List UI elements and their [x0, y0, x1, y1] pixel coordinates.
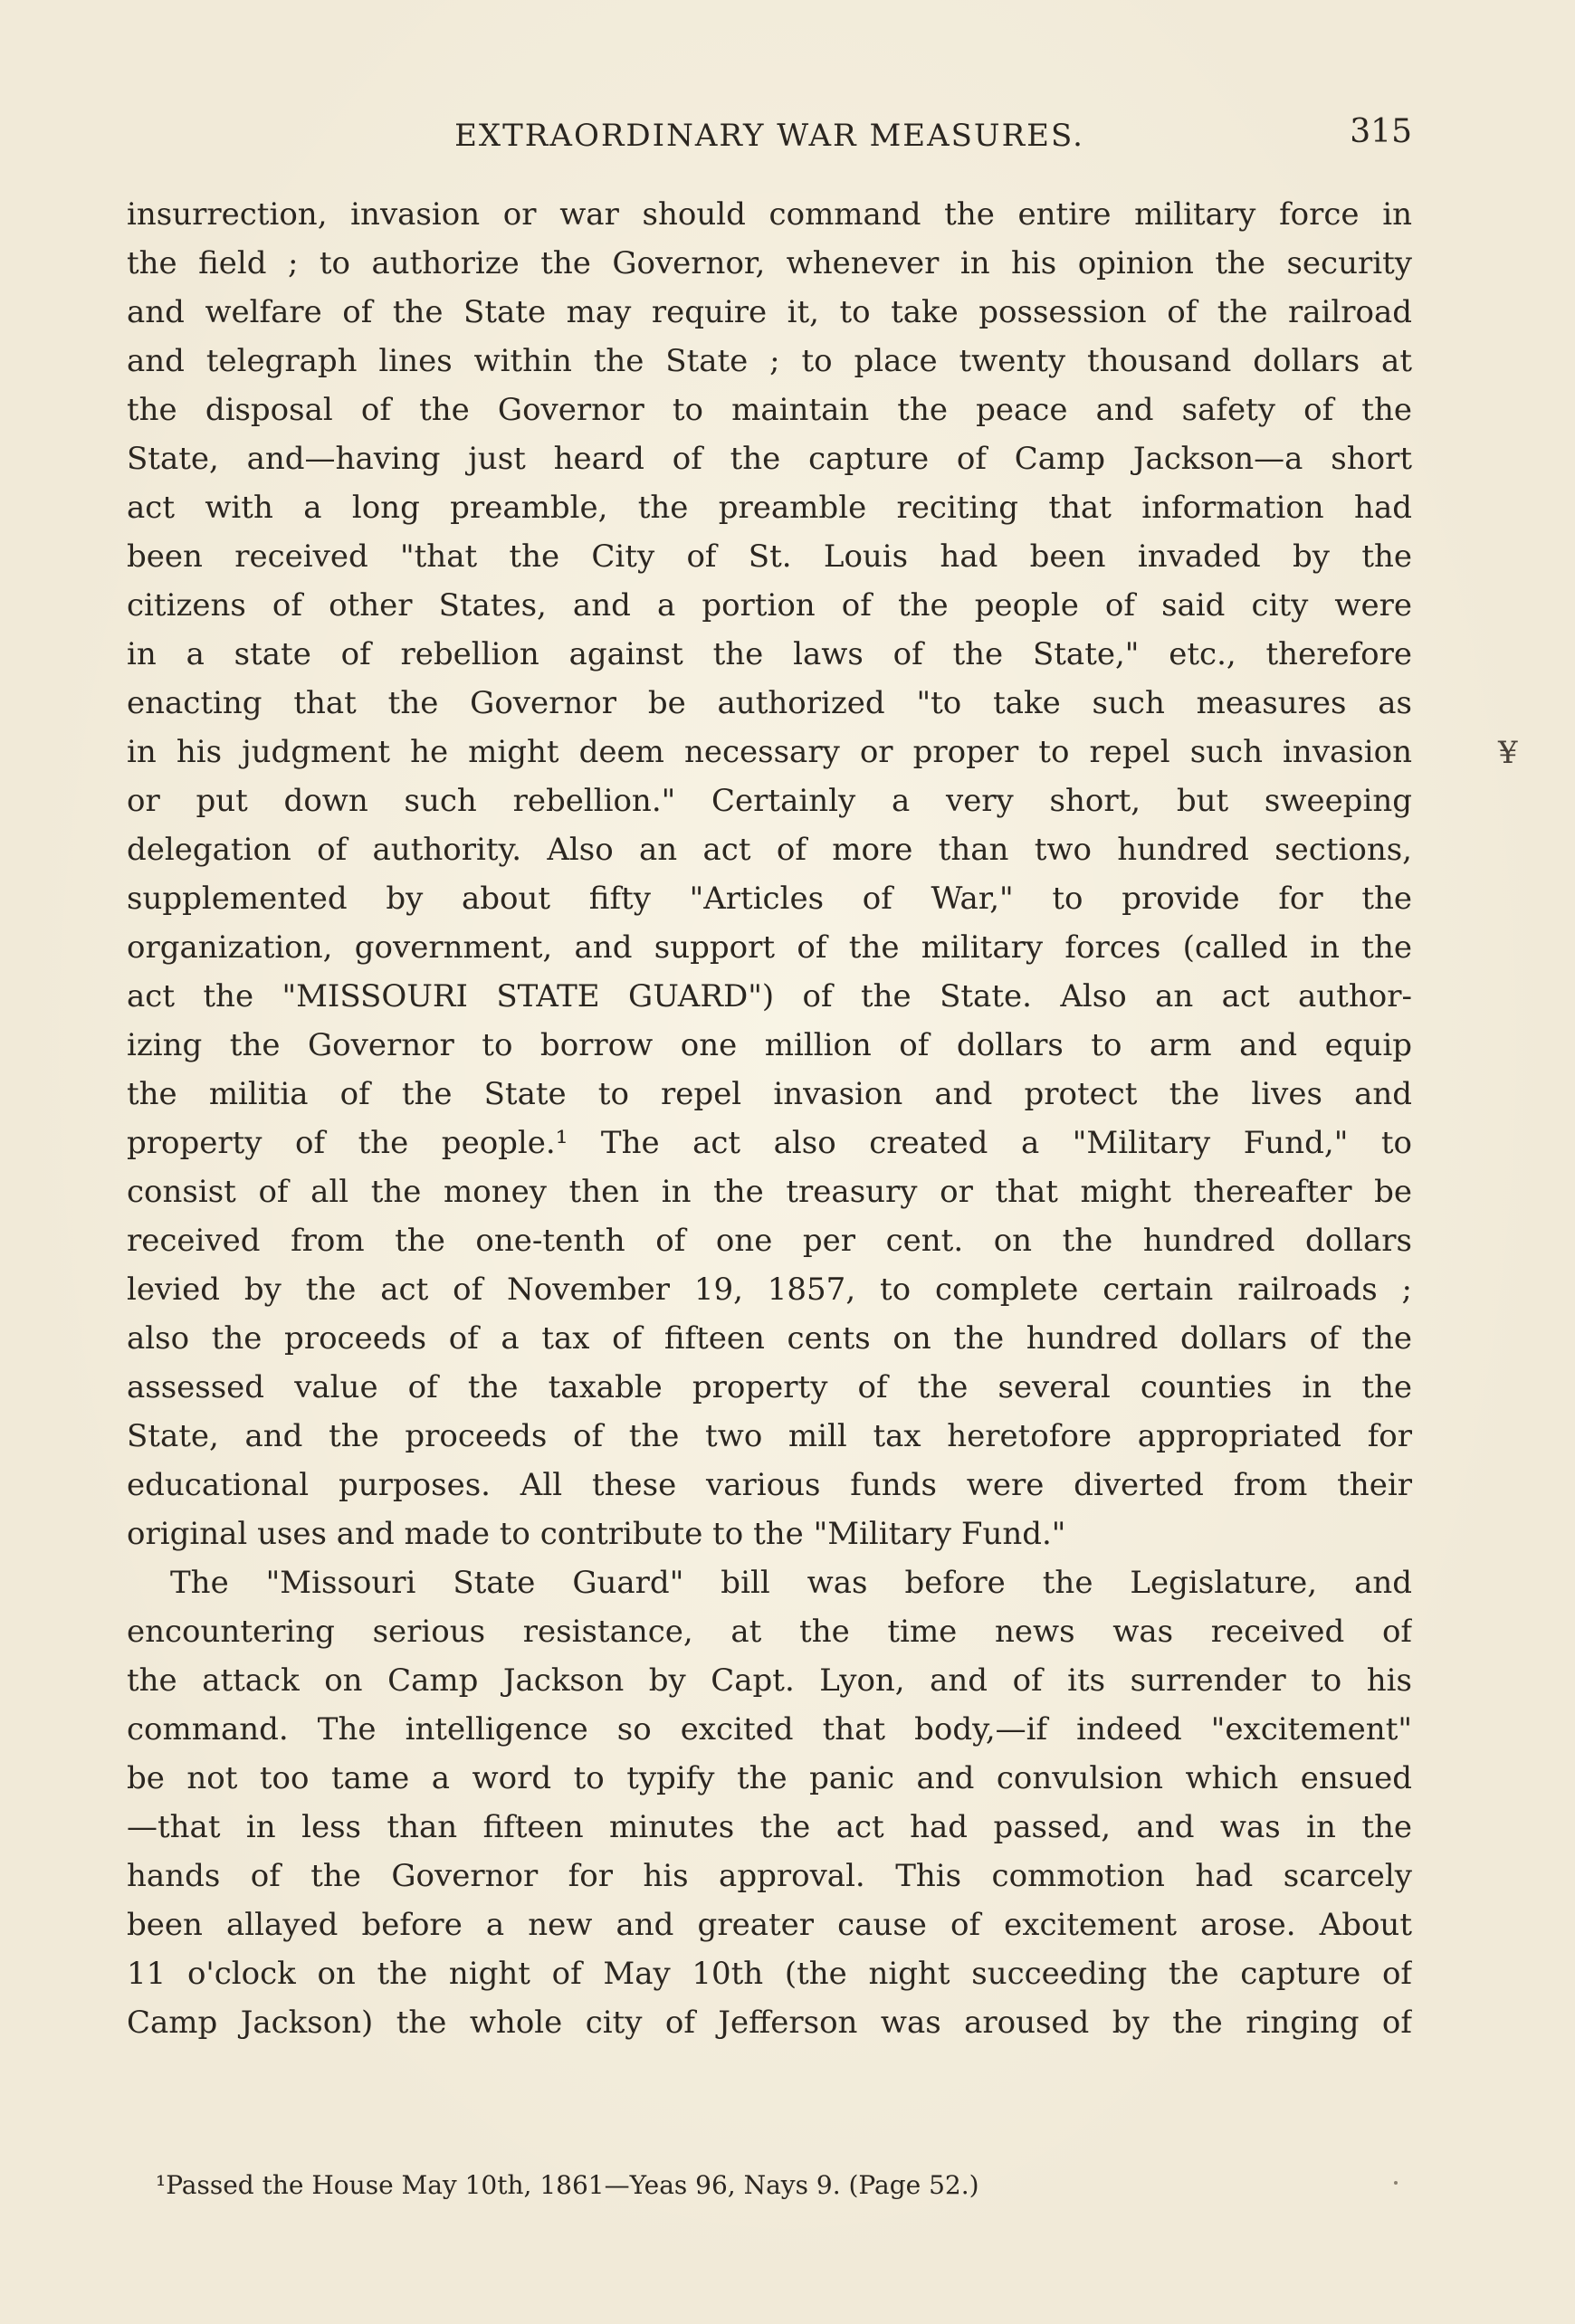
paragraph-start-line: The "Missouri State Guard" bill was before the Legislature, and: [170, 1565, 1412, 1601]
text-line: organization, government, and support of the military forces (called in the: [127, 929, 1412, 966]
text-line: and welfare of the State may require it, to take possession of the railroad: [127, 294, 1412, 330]
text-line: been received "that the City of St. Louis had been invaded by the: [127, 538, 1412, 575]
text-line: in a state of rebellion against the laws of the State," etc., therefore: [127, 636, 1412, 672]
running-title: EXTRAORDINARY WAR MEASURES.: [454, 118, 1084, 154]
text-line: —that in less than fifteen minutes the act had passed, and was in the: [127, 1809, 1412, 1845]
text-line: in his judgment he might deem necessary or proper to repel such invasion: [127, 734, 1412, 770]
text-line: supplemented by about fifty "Articles of War," to provide for the: [127, 881, 1412, 917]
footnote: ¹Passed the House May 10th, 1861—Yeas 96, Nays 9. (Page 52.): [156, 2170, 979, 2200]
text-line: or put down such rebellion." Certainly a very short, but sweeping: [127, 783, 1412, 819]
running-head: [127, 109, 1412, 163]
text-line: 11 o'clock on the night of May 10th (the night succeeding the capture of: [127, 1956, 1412, 1992]
text-line: command. The intelligence so excited that body,—if indeed "excitement": [127, 1711, 1412, 1748]
page-number: 315: [1350, 113, 1412, 150]
text-line: levied by the act of November 19, 1857, to complete certain railroads ;: [127, 1272, 1412, 1308]
text-line: hands of the Governor for his approval. This commotion had scarcely: [127, 1858, 1412, 1894]
text-line: and telegraph lines within the State ; to place twenty thousand dollars at: [127, 343, 1412, 379]
text-line: Camp Jackson) the whole city of Jefferson was aroused by the ringing of: [127, 2005, 1412, 2041]
text-line: State, and the proceeds of the two mill tax heretofore appropriated for: [127, 1418, 1412, 1454]
paragraph-end-line: original uses and made to contribute to the "Military Fund.": [127, 1516, 1066, 1552]
text-line: property of the people.¹ The act also created a "Military Fund," to: [127, 1125, 1412, 1161]
text-line: enacting that the Governor be authorized "to take such measures as: [127, 685, 1412, 721]
text-line: citizens of other States, and a portion of the people of said city were: [127, 587, 1412, 624]
text-line: been allayed before a new and greater cause of excitement arose. About: [127, 1907, 1412, 1943]
text-line: izing the Governor to borrow one million of dollars to arm and equip: [127, 1027, 1412, 1063]
text-line: the militia of the State to repel invasion and protect the lives and: [127, 1076, 1412, 1112]
text-line: encountering serious resistance, at the time news was received of: [127, 1614, 1412, 1650]
text-line: the attack on Camp Jackson by Capt. Lyon, and of its surrender to his: [127, 1662, 1412, 1699]
text-line: insurrection, invasion or war should command the entire military force in: [127, 196, 1412, 233]
text-line: delegation of authority. Also an act of more than two hundred sections,: [127, 832, 1412, 868]
margin-mark: ¥: [1498, 735, 1518, 771]
text-line: act with a long preamble, the preamble reciting that information had: [127, 490, 1412, 526]
text-line: consist of all the money then in the treasury or that might thereafter be: [127, 1174, 1412, 1210]
text-line: received from the one-tenth of one per cent. on the hundred dollars: [127, 1223, 1412, 1259]
text-line: be not too tame a word to typify the panic and convulsion which ensued: [127, 1760, 1412, 1796]
text-line: State, and—having just heard of the capture of Camp Jackson—a short: [127, 441, 1412, 477]
body-text: [127, 190, 1412, 2047]
text-line: the disposal of the Governor to maintain the peace and safety of the: [127, 392, 1412, 428]
ink-speck: [1394, 2181, 1398, 2185]
text-line: educational purposes. All these various funds were diverted from their: [127, 1467, 1412, 1503]
text-line: the field ; to authorize the Governor, whenever in his opinion the security: [127, 245, 1412, 281]
text-line: assessed value of the taxable property of the several counties in the: [127, 1369, 1412, 1405]
text-line: act the "MISSOURI STATE GUARD") of the State. Also an act author-: [127, 978, 1412, 1014]
text-line: also the proceeds of a tax of fifteen cents on the hundred dollars of the: [127, 1320, 1412, 1357]
